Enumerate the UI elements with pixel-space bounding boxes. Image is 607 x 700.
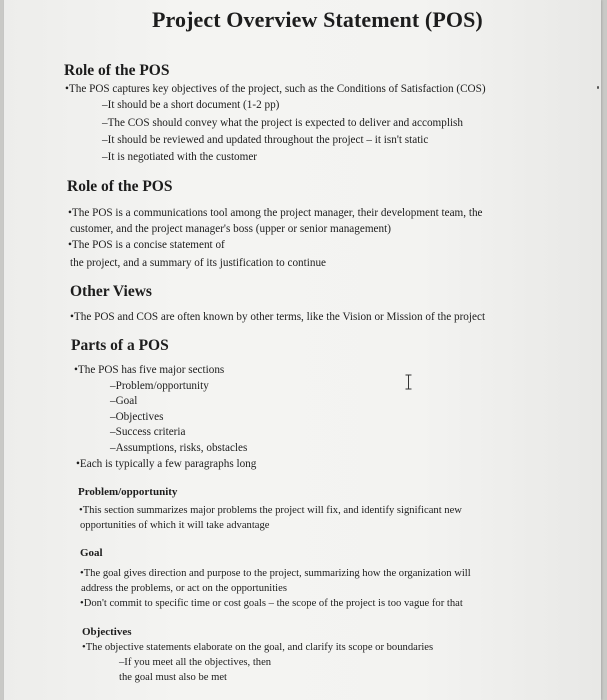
section-heading-other-views: Other Views bbox=[70, 283, 152, 300]
body-line: the goal must also be met bbox=[119, 672, 227, 683]
body-line: –It should be a short document (1-2 pp) bbox=[102, 99, 280, 111]
section-heading-problem: Problem/opportunity bbox=[78, 486, 178, 498]
body-line: –Objectives bbox=[110, 411, 164, 423]
body-line: the project, and a summary of its justification to continue bbox=[70, 257, 327, 269]
page-title: Project Overview Statement (POS) bbox=[152, 7, 483, 32]
body-line: •The POS is a concise statement of bbox=[68, 239, 225, 251]
section-heading-objectives: Objectives bbox=[82, 626, 132, 638]
section-heading-parts: Parts of a POS bbox=[71, 337, 169, 354]
body-line: –It is negotiated with the customer bbox=[102, 151, 258, 163]
section-heading-goal: Goal bbox=[80, 547, 103, 559]
body-line: –Problem/opportunity bbox=[110, 380, 209, 392]
body-line: –Goal bbox=[110, 395, 138, 407]
body-line: •The POS captures key objectives of the project, such as the Conditions of Satisfaction (COS) bbox=[65, 83, 486, 95]
body-line: customer, and the project manager's boss (upper or senior management) bbox=[70, 223, 391, 235]
section-heading-role-1: Role of the POS bbox=[64, 62, 170, 79]
body-line: •The POS has five major sections bbox=[74, 364, 225, 376]
body-line: –If you meet all the objectives, then bbox=[119, 657, 272, 668]
body-line: opportunities of which it will take advantage bbox=[80, 520, 270, 531]
document-page bbox=[4, 0, 601, 700]
body-line: •The POS and COS are often known by other terms, like the Vision or Mission of the project bbox=[70, 311, 486, 323]
body-line: •The objective statements elaborate on the goal, and clarify its scope or boundaries bbox=[82, 642, 434, 653]
body-line: –The COS should convey what the project is expected to deliver and accomplish bbox=[102, 117, 464, 129]
body-line: –It should be reviewed and updated throughout the project – it isn't static bbox=[102, 134, 429, 146]
body-line: •Each is typically a few paragraphs long bbox=[76, 458, 257, 470]
paper-speck bbox=[597, 86, 599, 89]
body-line: •The POS is a communications tool among the project manager, their development team, the bbox=[68, 207, 483, 219]
body-line: –Success criteria bbox=[110, 426, 186, 438]
text-cursor-icon bbox=[405, 374, 412, 390]
body-line: •Don't commit to specific time or cost goals – the scope of the project is too vague for that bbox=[80, 598, 463, 609]
section-heading-role-2: Role of the POS bbox=[67, 178, 173, 195]
body-line: –Assumptions, risks, obstacles bbox=[110, 442, 248, 454]
body-line: •This section summarizes major problems the project will fix, and identify significant new bbox=[79, 505, 462, 516]
body-line: •The goal gives direction and purpose to the project, summarizing how the organization will bbox=[80, 568, 471, 579]
body-line: address the problems, or act on the opportunities bbox=[81, 583, 287, 594]
